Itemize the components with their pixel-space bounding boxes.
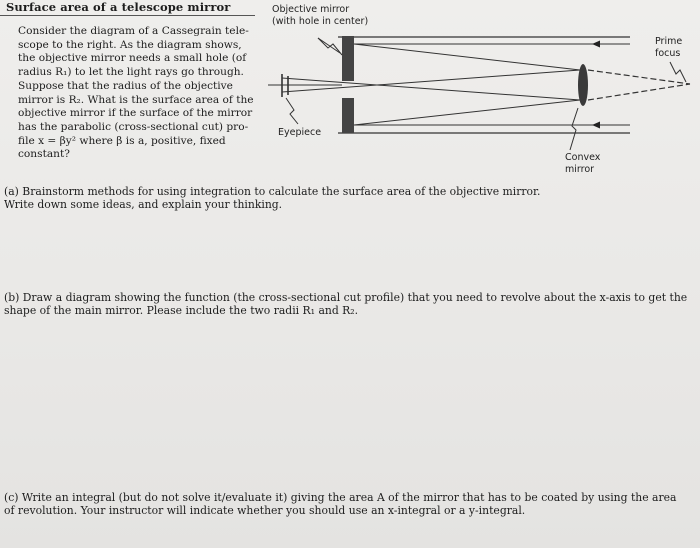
- question-part-c: (c) Write an integral (but do not solve it/evaluate it) giving the area A of the mirror that has to be coated by using the area of revolution. Your instructor will indicate whether you should use an x-integral or a y-integral.: [4, 491, 677, 517]
- prime-focus-label: Prime: [655, 36, 683, 47]
- prime-focus-label-2: focus: [655, 48, 681, 59]
- question-part-b: (b) Draw a diagram showing the function (the cross-sectional cut profile) that you need to revolve about the x-axis to get the shape of the main mirror. Please include the two radii R₁ and R₂.: [4, 291, 688, 317]
- objective-hole-label: (with hole in center): [272, 16, 369, 27]
- eyepiece-label: Eyepiece: [278, 127, 322, 138]
- title-underline: [0, 15, 255, 16]
- convex-mirror-label: Convex: [565, 152, 601, 163]
- problem-intro: Consider the diagram of a Cassegrain tele- scope to the right. As the diagram shows, the objective mirror needs a small hole (of radius R₁) to let the light rays go through. Suppose that the radius of the objective mirror is R₂. What is the surface area of the objective mirror if the surface of the mirror has the parabolic (cross-sectional cut) pro- file x = βy² where β is a, positive, fixed constant?: [18, 25, 254, 161]
- question-part-a: (a) Brainstorm methods for using integration to calculate the surface area of the objective mirror. Write down some ideas, and explain your thinking.: [4, 185, 541, 211]
- cassegrain-diagram: [258, 0, 700, 185]
- objective-mirror-label: Objective mirror: [272, 4, 350, 15]
- convex-mirror-label-2: mirror: [565, 164, 595, 175]
- problem-title: Surface area of a telescope mirror: [6, 0, 231, 14]
